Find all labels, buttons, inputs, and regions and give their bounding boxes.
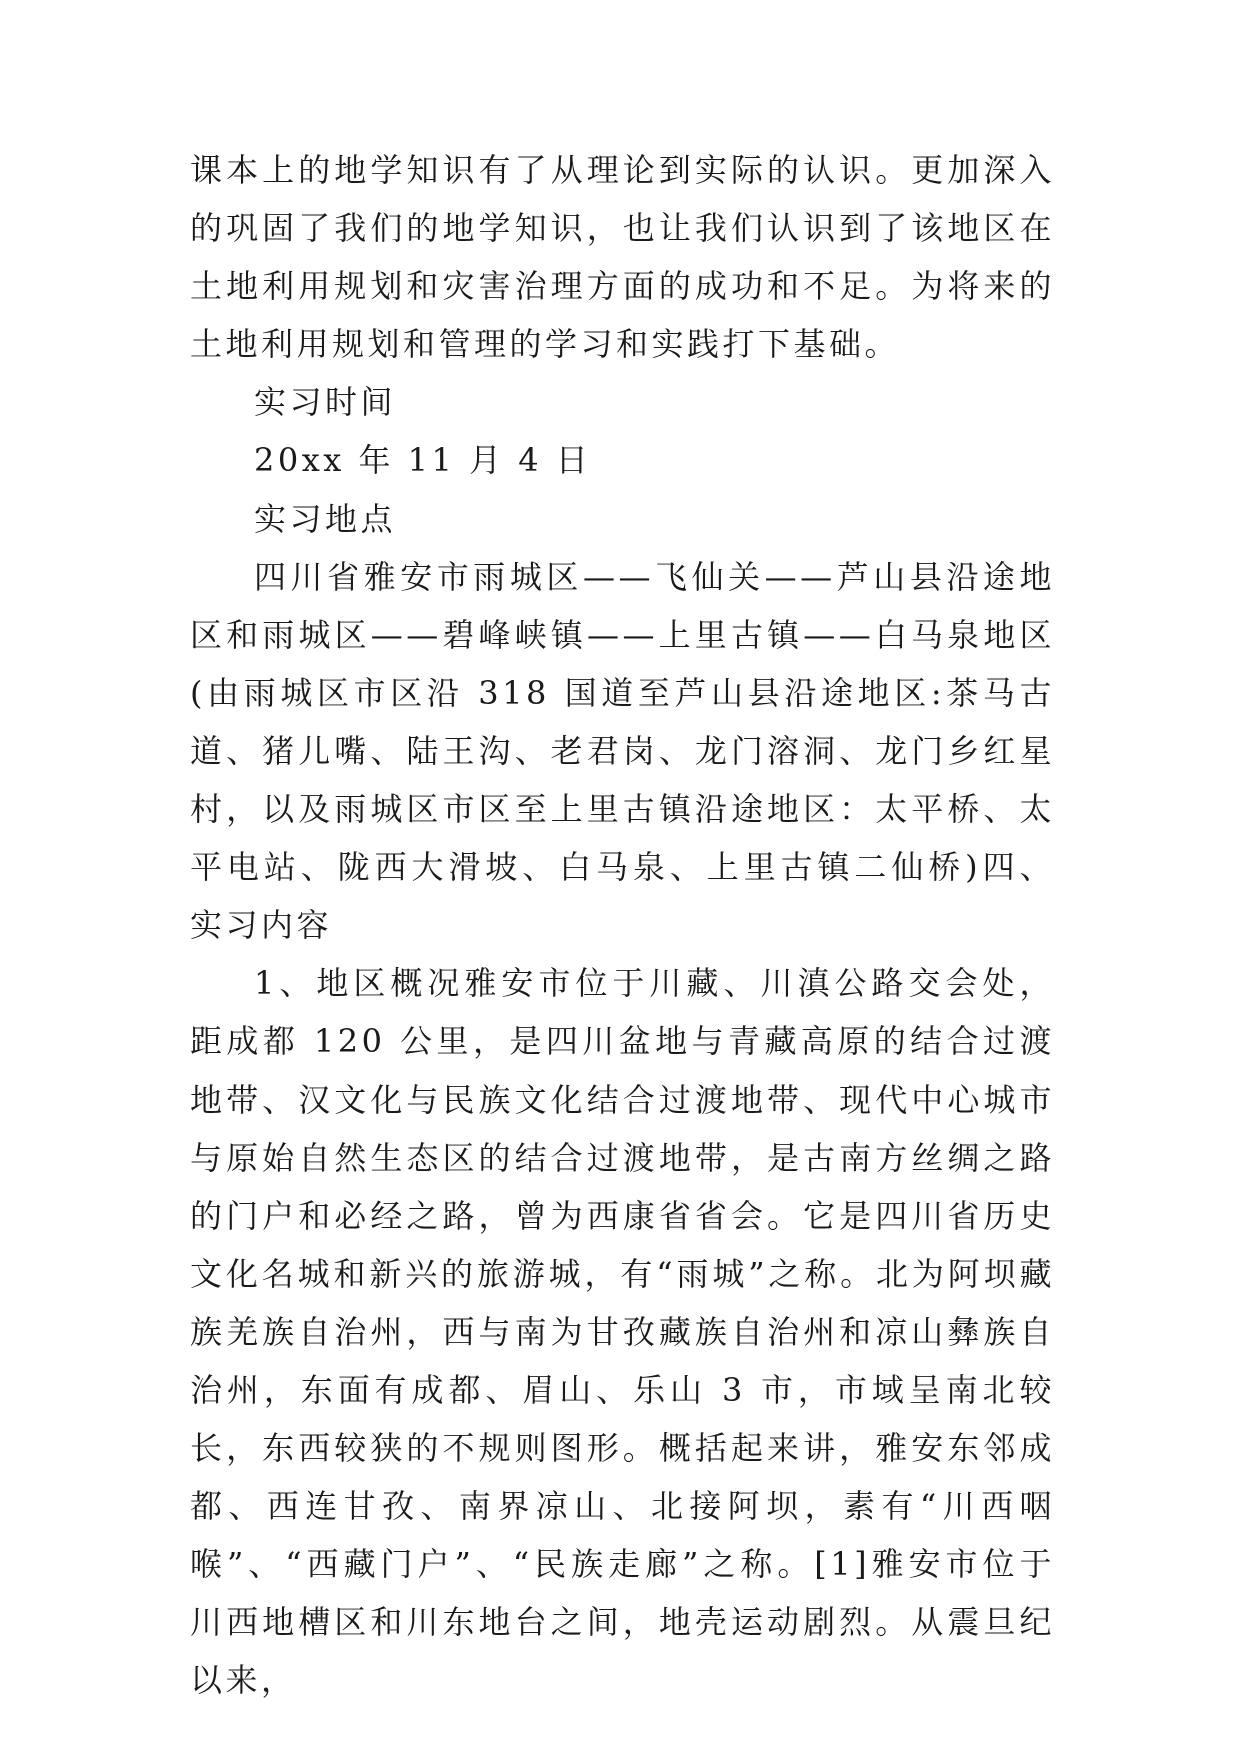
document-page [190, 141, 1055, 1710]
practice-date: 20xx 年 11 月 4 日 [254, 441, 592, 480]
paragraph-intro: 课本上的地学知识有了从理论到实际的认识。更加深入的巩固了我们的地学知识，也让我们认识到了该地区在土地利用规划和灾害治理方面的成功和不足。为将来的土地利用规划和管理的学习和实践打下基础。 [190, 151, 1055, 364]
paragraph-region-overview: 1、地区概况雅安市位于川藏、川滇公路交会处，距成都 120 公里，是四川盆地与青藏高原的结合过渡地带、汉文化与民族文化结合过渡地带、现代中心城市与原始自然生态区的结合过渡地带，是古南方丝绸之路的门户和必经之路，曾为西康省省会。它是四川省历史文化名城和新兴的旅游城，有“雨城”之称。北为阿坝藏族羌族自治州，西与南为甘孜藏族自治州和凉山彝族自治州，东面有成都、眉山、乐山 3 市，市域呈南北较长，东西较狭的不规则图形。概括起来讲，雅安东邻成都、西连甘孜、南界凉山、北接阿坝，素有“川西咽喉”、“西藏门户”、“民族走廊”之称。[1]雅安市位于川西地槽区和川东地台之间，地壳运动剧烈。从震旦纪以来， [190, 964, 1055, 1700]
heading-practice-time: 实习时间 [254, 383, 397, 422]
paragraph-practice-place: 四川省雅安市雨城区——飞仙关——芦山县沿途地区和雨城区——碧峰峡镇——上里古镇——白马泉地区(由雨城区市区沿 318 国道至芦山县沿途地区:茶马古道、猪儿嘴、陆王沟、老君岗、龙门溶洞、龙门乡红星村，以及雨城区市区至上里古镇沿途地区：太平桥、太平电站、陇西大滑坡、白马泉、上里古镇二仙桥)四、实习内容 [190, 557, 1055, 945]
heading-practice-place: 实习地点 [254, 499, 397, 538]
